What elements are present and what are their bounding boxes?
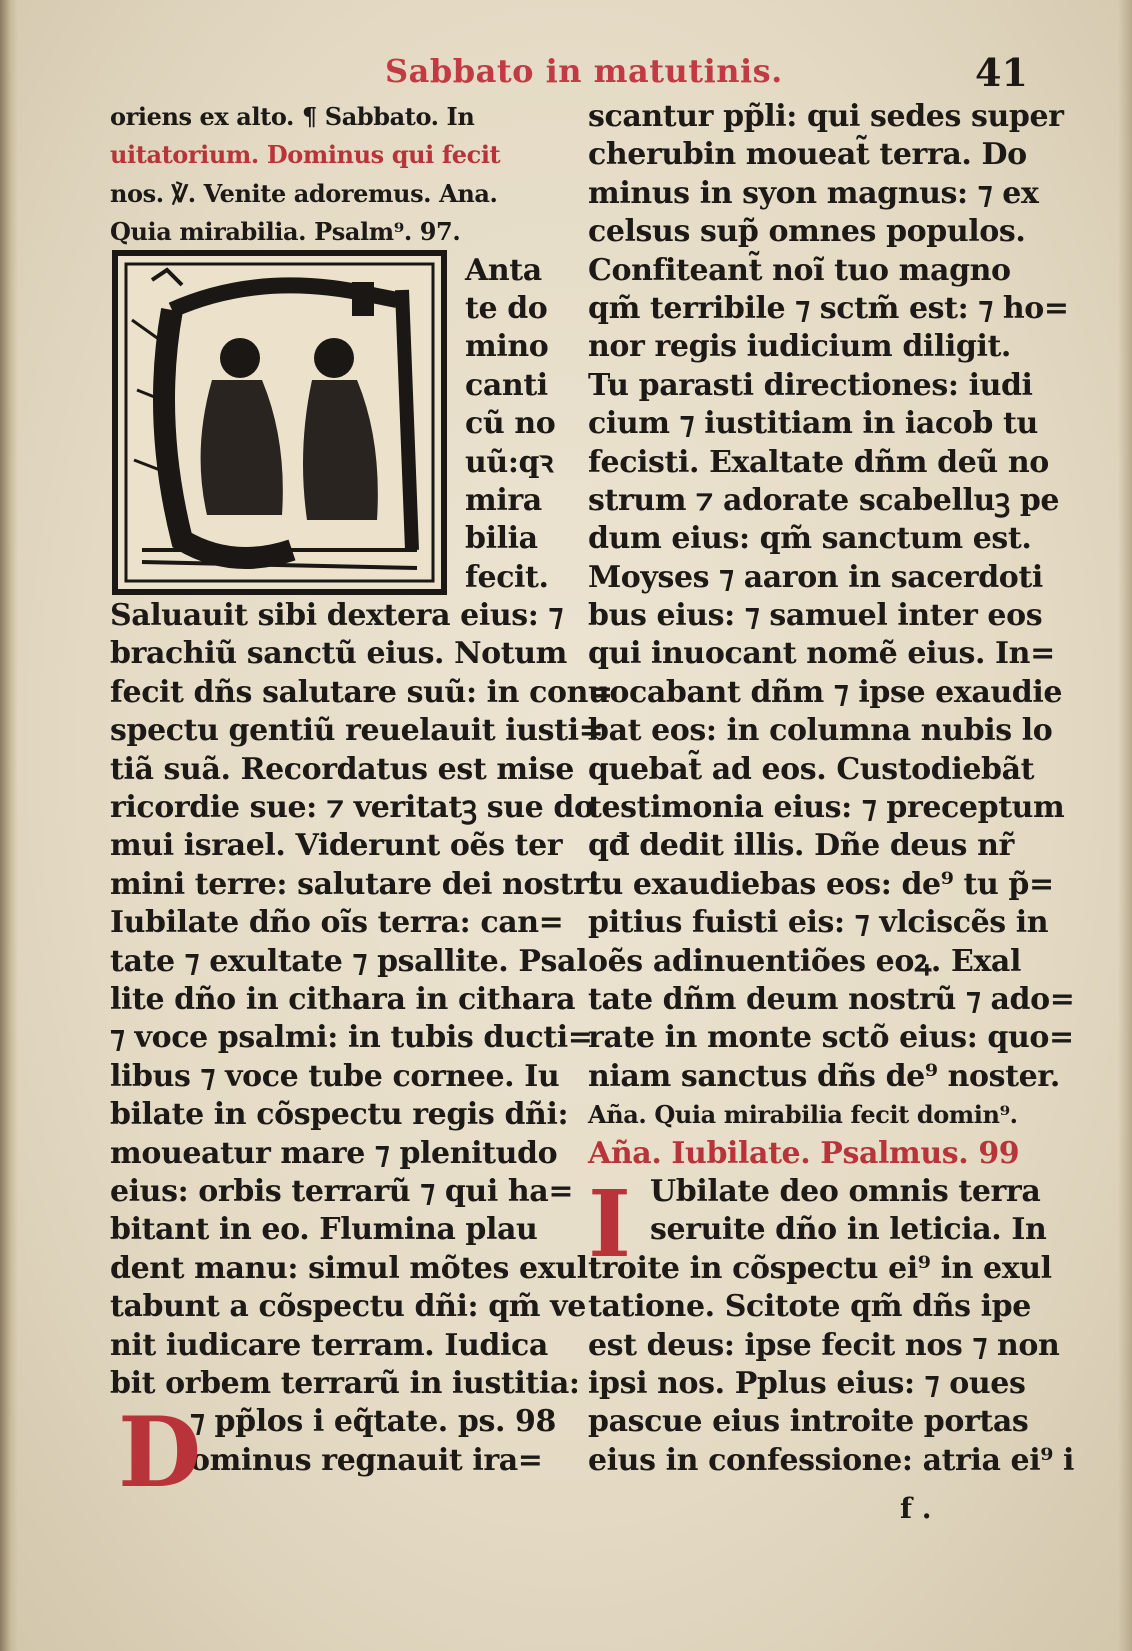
text-line: Moyses ⁊ aaron in sacerdoti	[588, 559, 1043, 595]
text-line: mini terre: salutare dei nostri	[110, 866, 600, 902]
text-line: minus in syon magnus: ⁊ ex	[588, 175, 1039, 211]
text-line: uocabant dñm ⁊ ipse exaudie	[588, 674, 1063, 710]
text-line: uitatorium. Dominus qui fecit	[110, 140, 501, 170]
text-line: pitius fuisti eis: ⁊ vlciscẽs in	[588, 905, 1049, 941]
text-line: nos. ℣. Venite adoremus. Ana.	[110, 178, 498, 208]
text-line: pascue eius introite portas	[588, 1404, 1029, 1440]
text-line: bit orbem terrarũ in iustitia:	[110, 1365, 580, 1401]
text-line: canti	[465, 367, 548, 403]
text-line: niam sanctus dñs de⁹ noster.	[588, 1058, 1060, 1094]
text-line: seruite dño in leticia. In	[650, 1212, 1047, 1248]
text-line: cium ⁊ iustitiam in iacob tu	[588, 406, 1038, 442]
text-line: cherubin moueat̃ terra. Do	[588, 137, 1027, 173]
text-line: rate in monte sctõ eius: quo=	[588, 1020, 1074, 1056]
text-line: Anta	[465, 252, 542, 288]
text-line: qui inuocant nomẽ eius. In=	[588, 636, 1055, 672]
text-line: dent manu: simul mõtes exul	[110, 1250, 588, 1286]
text-line: eius in confessione: atria ei⁹ i	[588, 1442, 1075, 1478]
text-line: te do	[465, 290, 548, 326]
text-line: mino	[465, 329, 549, 365]
text-line: qm̃ terribile ⁊ sctm̃ est: ⁊ ho=	[588, 290, 1069, 326]
catchword-signature: f .	[900, 1492, 932, 1525]
text-line: bus eius: ⁊ samuel inter eos	[588, 598, 1043, 634]
text-line: dum eius: qm̃ sanctum est.	[588, 521, 1032, 557]
text-line: uũ:qꝛ	[465, 444, 553, 480]
text-line: Iubilate dño oĩs terra: can=	[110, 905, 564, 941]
text-line: tiã suã. Recordatus est mise	[110, 751, 574, 787]
red-initial-d: D	[118, 1396, 202, 1509]
text-line: Tu parasti directiones: iudi	[588, 367, 1033, 403]
text-line: spectu gentiũ reuelauit iusti=	[110, 713, 604, 749]
text-line: nor regis iudicium diligit.	[588, 329, 1011, 365]
text-line: nit iudicare terram. Iudica	[110, 1327, 548, 1363]
text-line: ominus regnauit ira=	[190, 1442, 543, 1478]
text-line: bilia	[465, 521, 538, 557]
text-line: eius: orbis terrarũ ⁊ qui ha=	[110, 1173, 574, 1209]
text-line: troite in cõspectu ei⁹ in exul	[588, 1250, 1052, 1286]
text-line: est deus: ipse fecit nos ⁊ non	[588, 1327, 1060, 1363]
text-line: mui israel. Viderunt oẽs ter	[110, 828, 563, 864]
text-line: strum ⁊ adorate scabelluꝫ pe	[588, 482, 1060, 518]
text-line: fecit dñs salutare suũ: in con=	[110, 674, 613, 710]
text-line: tate ⁊ exultate ⁊ psallite. Psal	[110, 943, 588, 979]
text-line: libus ⁊ voce tube cornee. Iu	[110, 1058, 560, 1094]
text-line: ⁊ voce psalmi: in tubis ducti=	[110, 1020, 593, 1056]
text-line: celsus sup̃ omnes populos.	[588, 214, 1026, 250]
red-initial-i: I	[588, 1170, 632, 1278]
text-line: oriens ex alto. ¶ Sabbato. In	[110, 102, 475, 131]
text-line: tabunt a cõspectu dñi: qm̃ ve	[110, 1289, 586, 1325]
text-line: Aña. Iubilate. Psalmus. 99	[588, 1135, 1020, 1171]
text-line: ⁊ pp̃los i eq̃tate. ps. 98	[190, 1404, 556, 1440]
text-line: ricordie sue: ⁊ veritatꝫ sue do	[110, 790, 594, 826]
text-line: tu exaudiebas eos: de⁹ tu p̃=	[588, 866, 1054, 902]
running-head: Sabbato in matutinis.	[385, 52, 783, 90]
text-line: Saluauit sibi dextera eius: ⁊	[110, 598, 563, 634]
text-line: bitant in eo. Flumina plau	[110, 1212, 538, 1248]
text-line: brachiũ sanctũ eius. Notum	[110, 636, 567, 672]
text-line: cũ no	[465, 406, 556, 442]
text-line: fecit.	[465, 559, 549, 595]
text-line: Ubilate deo omnis terra	[650, 1173, 1041, 1209]
text-line: Confiteant̃ noĩ tuo magno	[588, 252, 1011, 288]
text-line: oẽs adinuentiões eoꝝ. Exal	[588, 943, 1021, 979]
text-line: tate dñm deum nostrũ ⁊ ado=	[588, 981, 1075, 1017]
text-line: scantur pp̃li: qui sedes super	[588, 99, 1064, 134]
left-text-column	[110, 98, 613, 1480]
text-line: qđ dedit illis. Dñe deus nr̃	[588, 828, 1014, 864]
text-line: testimonia eius: ⁊ preceptum	[588, 790, 1065, 826]
page-gutter-shadow	[0, 0, 18, 1651]
text-line: ipsi nos. Pplus eius: ⁊ oues	[588, 1365, 1026, 1401]
text-line: moueatur mare ⁊ plenitudo	[110, 1135, 558, 1171]
text-line: Aña. Quia mirabilia fecit domin⁹.	[588, 1100, 1018, 1130]
text-line: quebat̃ ad eos. Custodiebãt	[588, 751, 1035, 787]
right-text-column	[588, 98, 1075, 1480]
text-line: Quia mirabilia. Psalm⁹. 97.	[110, 217, 461, 247]
text-line: bilate in cõspectu regis dñi:	[110, 1097, 569, 1133]
text-line: lite dño in cithara in cithara	[110, 981, 576, 1017]
folio-number: 41	[975, 50, 1028, 95]
text-line: fecisti. Exaltate dñm deũ no	[588, 444, 1049, 480]
text-line: bat eos: in columna nubis lo	[588, 713, 1053, 749]
text-line: tatione. Scitote qm̃ dñs ipe	[588, 1289, 1031, 1325]
page-edge-shadow	[1118, 0, 1132, 1651]
text-line: mira	[465, 482, 542, 518]
